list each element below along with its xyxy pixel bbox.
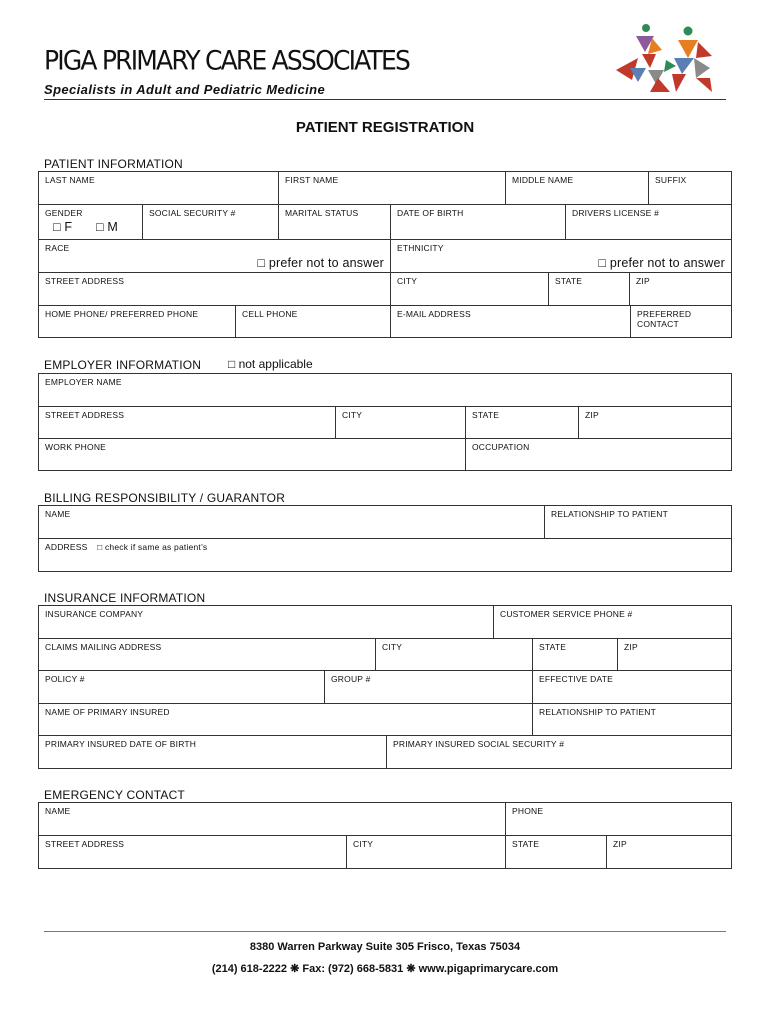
- claims-city-field[interactable]: [375, 639, 532, 670]
- field-label: CITY: [342, 410, 363, 420]
- field-label: PHONE: [512, 806, 544, 816]
- field-label: E-MAIL ADDRESS: [397, 309, 471, 319]
- employer-city-field[interactable]: [335, 407, 465, 438]
- field-label: FIRST NAME: [285, 175, 339, 185]
- field-label: NAME: [45, 806, 71, 816]
- field-label: NAME: [45, 509, 71, 519]
- field-label: EMPLOYER NAME: [45, 377, 122, 387]
- primary-relationship-field[interactable]: [532, 704, 731, 735]
- field-label: CITY: [353, 839, 374, 849]
- field-label: GROUP #: [331, 674, 371, 684]
- primary-insured-dob-field[interactable]: [39, 736, 386, 768]
- field-label: NAME OF PRIMARY INSURED: [45, 707, 170, 717]
- cell-phone-field[interactable]: [235, 306, 390, 337]
- emergency-state-field[interactable]: [505, 836, 606, 868]
- billing-section-title: BILLING RESPONSIBILITY / GUARANTOR: [44, 491, 286, 505]
- table-row: [39, 240, 731, 273]
- billing-info-table: [38, 505, 732, 572]
- field-label: STATE: [555, 276, 583, 286]
- footer-contact: (214) 618-2222 ❋ Fax: (972) 668-5831 ❋ www.pigaprimarycare.com: [211, 963, 559, 975]
- employer-zip-field[interactable]: [578, 407, 731, 438]
- emergency-street-field[interactable]: [39, 836, 346, 868]
- zip-field[interactable]: [629, 273, 731, 305]
- table-row: [39, 407, 731, 439]
- race-prefer-not-checkbox[interactable]: □ prefer not to answer: [257, 256, 384, 270]
- field-label: DRIVERS LICENSE #: [572, 208, 660, 218]
- race-field[interactable]: [39, 240, 390, 272]
- preferred-contact-field[interactable]: [630, 306, 731, 337]
- ethnicity-prefer-not-checkbox[interactable]: □ prefer not to answer: [598, 256, 725, 270]
- field-label: INSURANCE COMPANY: [45, 609, 144, 619]
- table-row: [39, 704, 731, 736]
- field-label: CUSTOMER SERVICE PHONE #: [500, 609, 633, 619]
- table-row: [39, 374, 731, 407]
- effective-date-field[interactable]: [532, 671, 731, 703]
- email-field[interactable]: [390, 306, 630, 337]
- field-label: SUFFIX: [655, 175, 687, 185]
- field-label: RACE: [45, 243, 70, 253]
- field-label: PREFERRED CONTACT: [637, 309, 692, 329]
- field-label: STATE: [539, 642, 567, 652]
- brand-name: PIGA PRIMARY CARE ASSOCIATES: [44, 45, 410, 76]
- field-label: STATE: [472, 410, 500, 420]
- field-label: ADDRESS: [45, 542, 88, 552]
- emergency-zip-field[interactable]: [606, 836, 731, 868]
- field-label: STREET ADDRESS: [45, 410, 125, 420]
- guarantor-relationship-field[interactable]: [544, 506, 731, 538]
- field-label: MARITAL STATUS: [285, 208, 359, 218]
- employer-name-field[interactable]: [39, 374, 731, 406]
- patient-section-title: PATIENT INFORMATION: [44, 157, 183, 171]
- employer-state-field[interactable]: [465, 407, 578, 438]
- primary-insured-name-field[interactable]: [39, 704, 532, 735]
- gender-field: [39, 205, 142, 239]
- emergency-city-field[interactable]: [346, 836, 505, 868]
- field-label: POLICY #: [45, 674, 85, 684]
- table-row: [39, 639, 731, 671]
- field-label: STATE: [512, 839, 540, 849]
- field-label: STREET ADDRESS: [45, 839, 125, 849]
- tangram-children-logo: [612, 22, 722, 96]
- field-label: DATE OF BIRTH: [397, 208, 464, 218]
- emergency-contact-table: [38, 802, 732, 869]
- field-label: HOME PHONE/ PREFERRED PHONE: [45, 309, 199, 319]
- tagline: Specialists in Adult and Pediatric Medicine: [44, 82, 326, 97]
- employer-not-applicable-checkbox[interactable]: □ not applicable: [228, 357, 313, 371]
- guarantor-name-field[interactable]: [39, 506, 544, 538]
- work-phone-field[interactable]: [39, 439, 465, 470]
- table-row: [39, 539, 731, 572]
- first-name-field[interactable]: [278, 172, 505, 204]
- home-phone-field[interactable]: [39, 306, 235, 337]
- field-label: RELATIONSHIP TO PATIENT: [551, 509, 669, 519]
- drivers-license-field[interactable]: [565, 205, 731, 239]
- field-label: LAST NAME: [45, 175, 95, 185]
- employer-street-field[interactable]: [39, 407, 335, 438]
- claims-address-field[interactable]: [39, 639, 375, 670]
- field-label: WORK PHONE: [45, 442, 107, 452]
- field-label: PRIMARY INSURED SOCIAL SECURITY #: [393, 739, 565, 749]
- field-label: ZIP: [585, 410, 599, 420]
- emergency-name-field[interactable]: [39, 803, 505, 835]
- emergency-phone-field[interactable]: [505, 803, 731, 835]
- guarantor-address-field[interactable]: [39, 539, 731, 571]
- ethnicity-field[interactable]: [390, 240, 731, 272]
- ssn-field[interactable]: [142, 205, 278, 239]
- state-field[interactable]: [548, 273, 629, 305]
- header-divider: [44, 99, 726, 100]
- patient-info-table: [38, 171, 732, 338]
- occupation-field[interactable]: [465, 439, 731, 470]
- insurance-section-title: INSURANCE INFORMATION: [44, 591, 206, 605]
- field-label: CLAIMS MAILING ADDRESS: [45, 642, 162, 652]
- last-name-field[interactable]: [39, 172, 278, 204]
- page-title: PATIENT REGISTRATION: [295, 119, 475, 136]
- street-address-field[interactable]: [39, 273, 390, 305]
- table-row: [39, 671, 731, 704]
- table-row: [39, 836, 731, 869]
- field-label: OCCUPATION: [472, 442, 530, 452]
- gender-male-checkbox[interactable]: □ M: [96, 220, 119, 234]
- table-row: [39, 736, 731, 769]
- middle-name-field[interactable]: [505, 172, 648, 204]
- field-label: MIDDLE NAME: [512, 175, 574, 185]
- marital-status-field[interactable]: [278, 205, 390, 239]
- insurance-company-field[interactable]: [39, 606, 493, 638]
- field-label: CELL PHONE: [242, 309, 298, 319]
- claims-state-field[interactable]: [532, 639, 617, 670]
- policy-number-field[interactable]: [39, 671, 324, 703]
- table-row: [39, 803, 731, 836]
- same-as-patient-checkbox[interactable]: □ check if same as patient’s: [97, 542, 208, 552]
- table-row: [39, 439, 731, 471]
- footer-address: 8380 Warren Parkway Suite 305 Frisco, Texas 75034: [249, 941, 521, 953]
- field-label: CITY: [397, 276, 418, 286]
- field-label: SOCIAL SECURITY #: [149, 208, 236, 218]
- field-label: EFFECTIVE DATE: [539, 674, 613, 684]
- insurance-info-table: [38, 605, 732, 769]
- emergency-section-title: EMERGENCY CONTACT: [44, 788, 185, 802]
- table-row: [39, 306, 731, 338]
- field-label: ZIP: [636, 276, 650, 286]
- suffix-field[interactable]: [648, 172, 731, 204]
- field-label: ETHNICITY: [397, 243, 444, 253]
- field-label: STREET ADDRESS: [45, 276, 125, 286]
- field-label: ZIP: [613, 839, 627, 849]
- footer-divider: [44, 931, 726, 932]
- employer-info-table: [38, 373, 732, 471]
- primary-insured-ssn-field[interactable]: [386, 736, 731, 768]
- table-row: [39, 273, 731, 306]
- claims-zip-field[interactable]: [617, 639, 731, 670]
- field-label: ZIP: [624, 642, 638, 652]
- field-label: CITY: [382, 642, 403, 652]
- date-of-birth-field[interactable]: [390, 205, 565, 239]
- field-label: RELATIONSHIP TO PATIENT: [539, 707, 657, 717]
- gender-female-checkbox[interactable]: □ F: [53, 220, 73, 234]
- customer-service-phone-field[interactable]: [493, 606, 731, 638]
- table-row: [39, 506, 731, 539]
- table-row: [39, 205, 731, 240]
- employer-section-title: EMPLOYER INFORMATION: [44, 358, 202, 372]
- city-field[interactable]: [390, 273, 548, 305]
- field-label: GENDER: [45, 208, 83, 218]
- table-row: [39, 172, 731, 205]
- table-row: [39, 606, 731, 639]
- field-label: PRIMARY INSURED DATE OF BIRTH: [45, 739, 197, 749]
- group-number-field[interactable]: [324, 671, 532, 703]
